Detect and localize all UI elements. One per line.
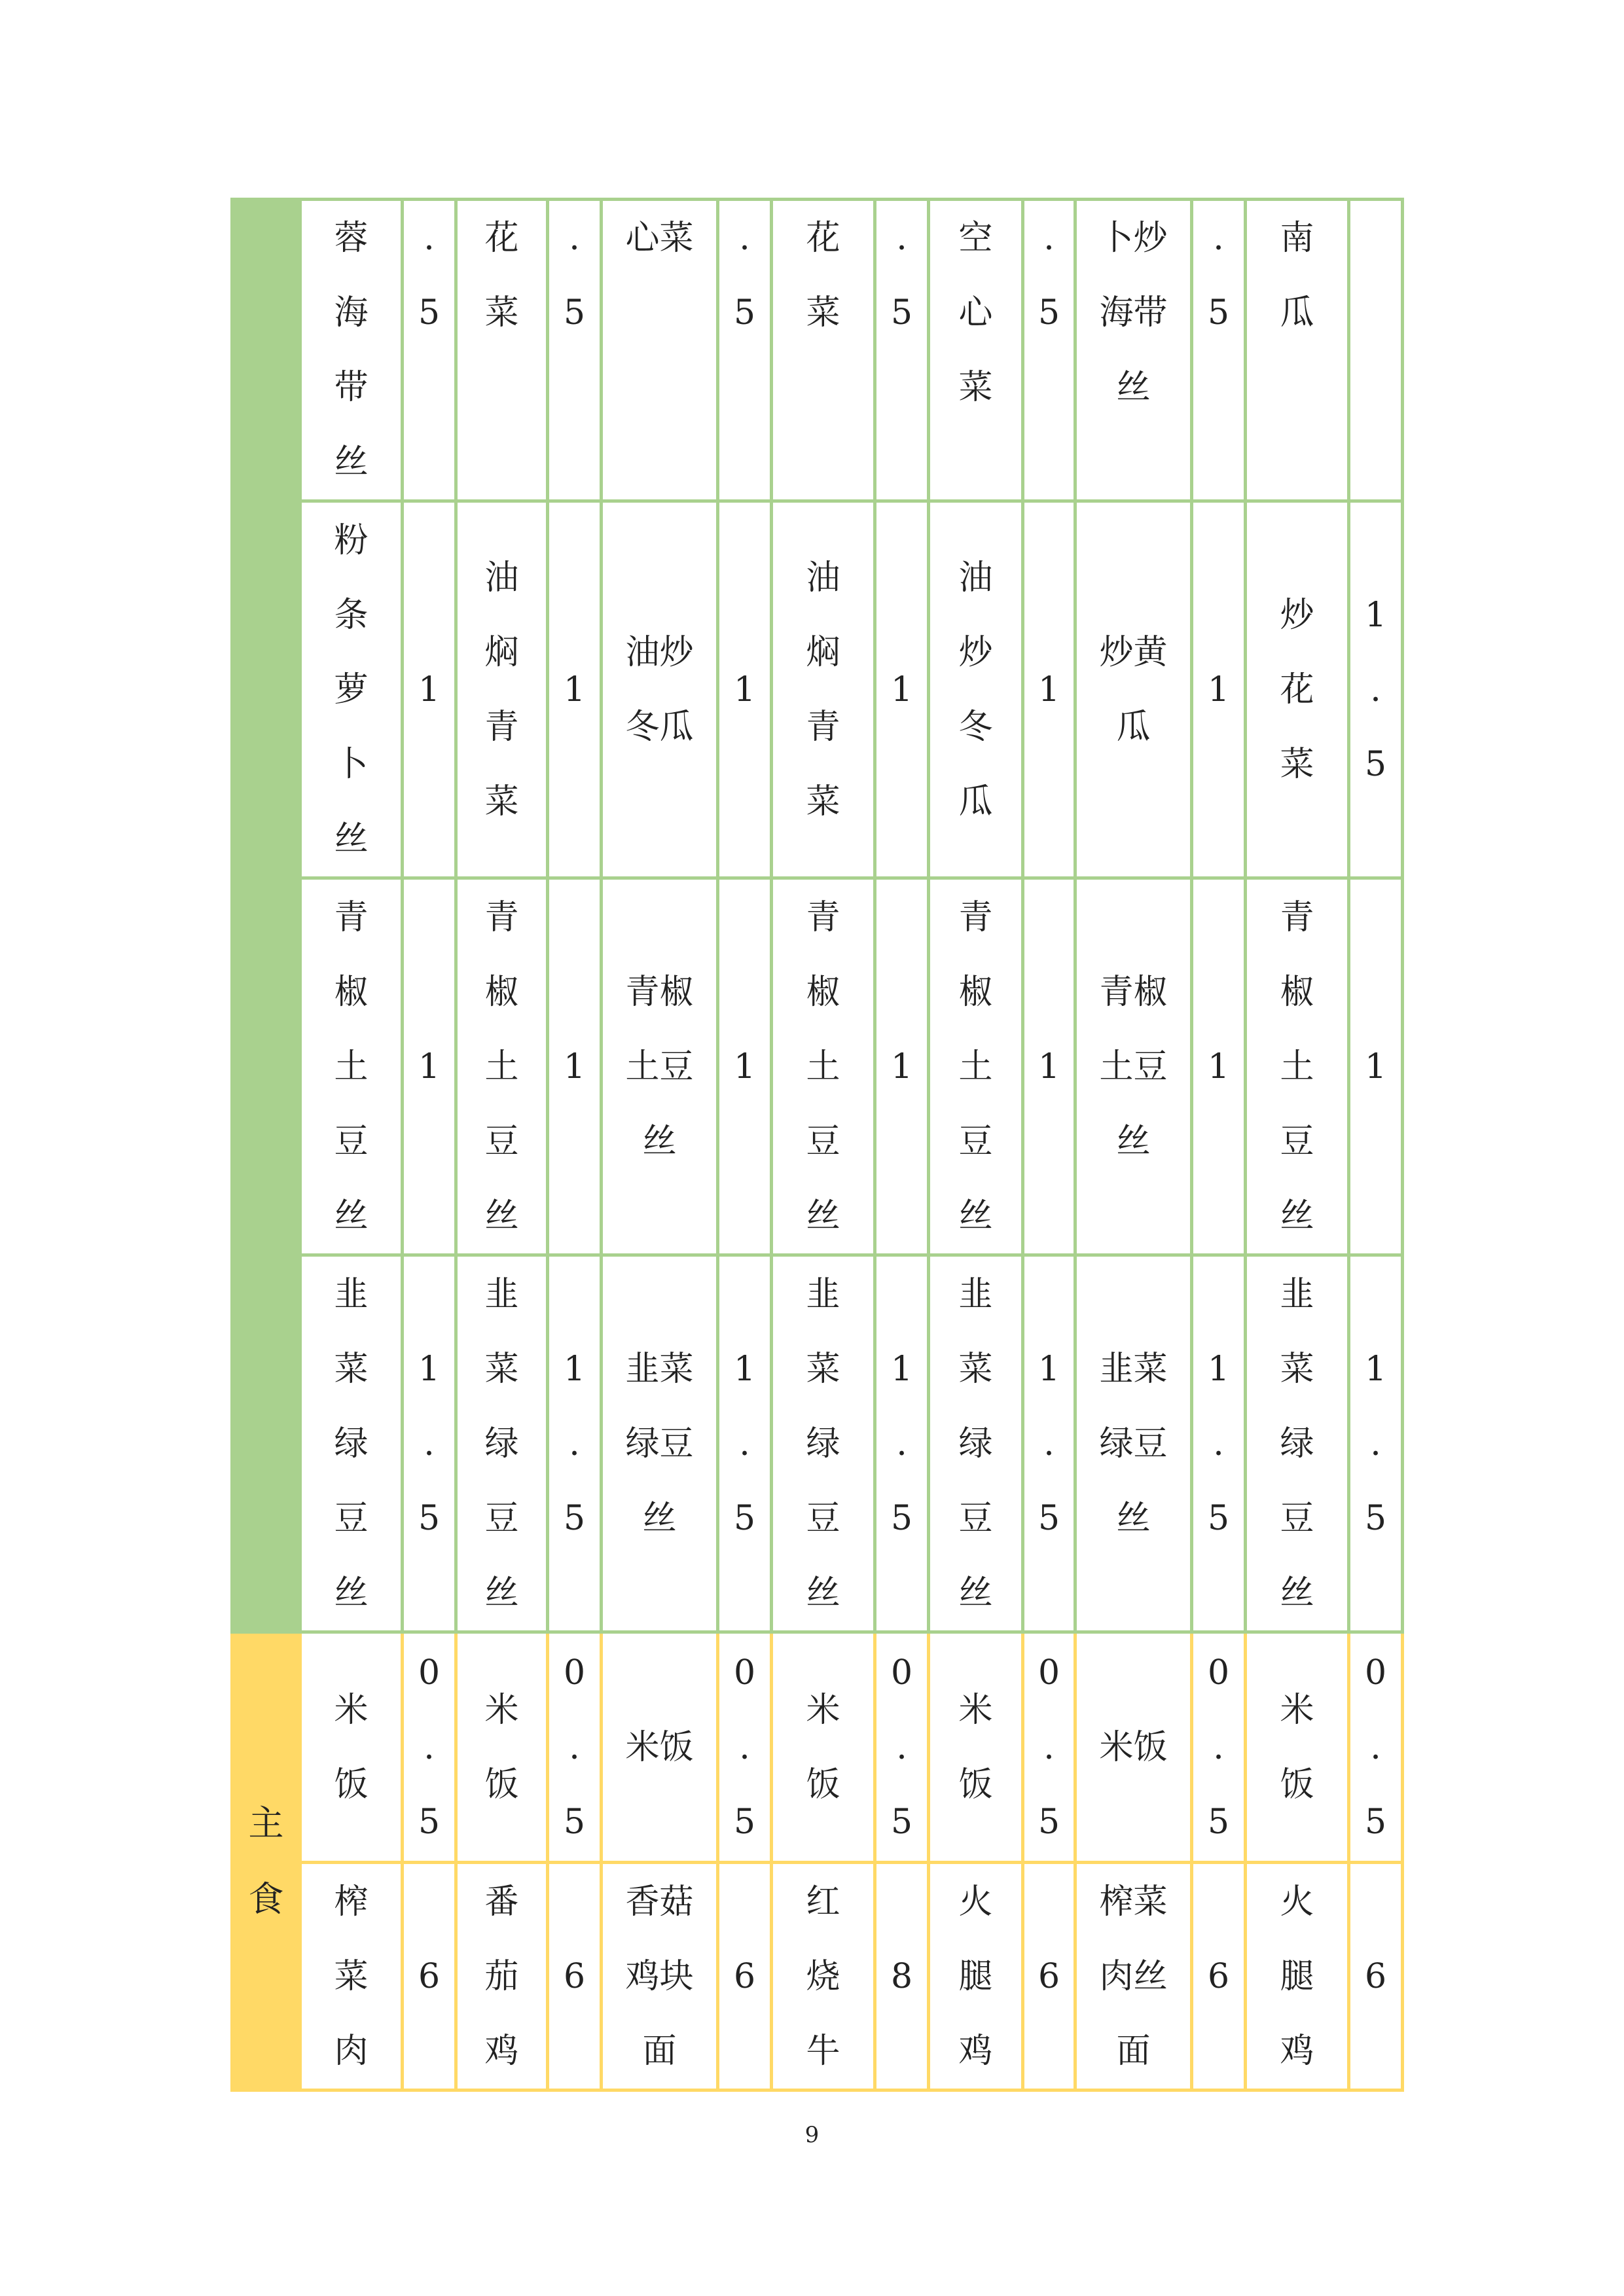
table-row	[232, 878, 1403, 1255]
quantity-text: 1 . 5	[733, 1349, 756, 1538]
dish-cell	[1246, 878, 1349, 1255]
dish-cell	[1075, 501, 1192, 878]
dish-cell	[602, 1255, 718, 1632]
quantity-cell	[1349, 1255, 1403, 1632]
dish-name: 青 椒 土 豆 丝	[806, 897, 840, 1236]
quantity-cell	[1023, 1255, 1075, 1632]
dish-cell	[929, 200, 1023, 501]
dish-name: 炒 花 菜	[1280, 595, 1314, 784]
quantity-text: 6	[418, 1956, 441, 1996]
quantity-text: 1 . 5	[1207, 1349, 1230, 1538]
dish-name: 蓉 海 带 丝	[334, 219, 369, 482]
dish-name: 粉 条 萝 卜 丝	[334, 520, 369, 859]
dish-name: 油炒 冬瓜	[625, 632, 694, 747]
quantity-cell	[1192, 200, 1246, 501]
quantity-text: 6	[1364, 1956, 1387, 1996]
quantity-text: . 5	[563, 219, 586, 332]
dish-cell	[1246, 1255, 1349, 1632]
quantity-cell	[1349, 1632, 1403, 1863]
quantity-text: 1 . 5	[418, 1349, 441, 1538]
quantity-cell	[403, 1863, 456, 2090]
quantity-text: 0 . 5	[563, 1653, 586, 1842]
dish-name: 火 腿 鸡	[1280, 1882, 1314, 2071]
quantity-text: 6	[1207, 1956, 1230, 1996]
quantity-text: 0 . 5	[1038, 1653, 1060, 1842]
dish-cell	[929, 1255, 1023, 1632]
quantity-cell	[1192, 878, 1246, 1255]
quantity-text: 1	[1207, 670, 1230, 709]
quantity-text: 1	[1207, 1047, 1230, 1086]
quantity-cell	[403, 200, 456, 501]
quantity-text: 6	[563, 1956, 586, 1996]
dish-cell	[1075, 1863, 1192, 2090]
dish-name: 米 饭	[334, 1690, 369, 1804]
dish-cell	[772, 1632, 875, 1863]
quantity-text: 1	[1364, 1047, 1387, 1086]
quantity-text: 1 . 5	[1364, 1349, 1387, 1538]
dish-name: 米 饭	[806, 1690, 840, 1804]
quantity-cell	[875, 200, 929, 501]
dish-cell	[1246, 1632, 1349, 1863]
quantity-text: 1 . 5	[1364, 595, 1387, 784]
dish-name: 南 瓜	[1280, 219, 1314, 332]
quantity-text: 6	[1038, 1956, 1060, 1996]
quantity-cell	[718, 200, 772, 501]
dish-cell	[456, 1863, 548, 2090]
dish-cell	[929, 878, 1023, 1255]
dish-name: 韭 菜 绿 豆 丝	[806, 1274, 840, 1613]
dish-cell	[1075, 1255, 1192, 1632]
quantity-cell	[548, 1255, 602, 1632]
dish-name: 花 菜	[806, 219, 840, 332]
quantity-cell	[548, 1863, 602, 2090]
quantity-text: 1 . 5	[890, 1349, 913, 1538]
dish-name: 青 椒 土 豆 丝	[1280, 897, 1314, 1236]
quantity-text: 1	[1038, 1047, 1060, 1086]
dish-cell	[300, 1255, 403, 1632]
dish-name: 榨 菜 肉	[334, 1882, 369, 2071]
quantity-text: 1	[890, 1047, 913, 1086]
quantity-text: 0 . 5	[418, 1653, 441, 1842]
dish-name: 韭 菜 绿 豆 丝	[334, 1274, 369, 1613]
dish-cell	[602, 878, 718, 1255]
dish-cell	[300, 1632, 403, 1863]
quantity-cell	[718, 1863, 772, 2090]
dish-cell	[300, 1863, 403, 2090]
dish-cell	[772, 878, 875, 1255]
quantity-cell	[403, 501, 456, 878]
quantity-cell	[548, 501, 602, 878]
quantity-cell	[875, 1863, 929, 2090]
quantity-cell	[1192, 1863, 1246, 2090]
dish-cell	[929, 1863, 1023, 2090]
dish-name: 米饭	[625, 1727, 694, 1767]
dish-cell	[300, 200, 403, 501]
quantity-text: 1 . 5	[563, 1349, 586, 1538]
dish-cell	[1075, 878, 1192, 1255]
dish-cell	[1075, 1632, 1192, 1863]
dish-name: 炒黄 瓜	[1099, 632, 1168, 747]
dish-cell	[602, 1863, 718, 2090]
dish-name: 花 菜	[484, 219, 519, 332]
dish-name: 韭 菜 绿 豆 丝	[484, 1274, 519, 1613]
dish-name: 米 饭	[1280, 1690, 1314, 1804]
table-row	[232, 501, 1403, 878]
dish-name: 心菜	[625, 219, 694, 258]
dish-cell	[602, 200, 718, 501]
quantity-cell	[1023, 878, 1075, 1255]
quantity-cell	[718, 1632, 772, 1863]
quantity-text: . 5	[418, 219, 441, 332]
dish-cell	[456, 1255, 548, 1632]
dish-cell	[1246, 501, 1349, 878]
page-number: 9	[804, 2122, 820, 2148]
dish-cell	[929, 1632, 1023, 1863]
quantity-cell	[1192, 1632, 1246, 1863]
quantity-cell	[548, 878, 602, 1255]
quantity-cell	[1023, 501, 1075, 878]
quantity-text: . 5	[1038, 219, 1060, 332]
dish-cell	[456, 200, 548, 501]
dish-cell	[1075, 200, 1192, 501]
quantity-text: 8	[890, 1956, 913, 1996]
quantity-cell	[403, 1255, 456, 1632]
quantity-cell	[1023, 200, 1075, 501]
quantity-text: . 5	[890, 219, 913, 332]
dish-cell	[456, 1632, 548, 1863]
quantity-cell	[718, 1255, 772, 1632]
dish-cell	[1246, 1863, 1349, 2090]
quantity-text: 6	[733, 1956, 756, 1996]
quantity-text: 1 . 5	[1038, 1349, 1060, 1538]
quantity-cell	[875, 878, 929, 1255]
quantity-cell	[1192, 501, 1246, 878]
dish-name: 油 焖 青 菜	[484, 558, 519, 821]
dish-name: 米 饭	[484, 1690, 519, 1804]
dish-cell	[300, 878, 403, 1255]
quantity-text: 0 . 5	[1364, 1653, 1387, 1842]
quantity-text: 1	[890, 670, 913, 709]
dish-name: 青 椒 土 豆 丝	[958, 897, 993, 1236]
quantity-text: 1	[733, 1047, 756, 1086]
table-row	[232, 200, 1403, 501]
dish-name: 油 炒 冬 瓜	[958, 558, 993, 821]
quantity-cell	[718, 878, 772, 1255]
quantity-cell	[1349, 501, 1403, 878]
dish-name: 青 椒 土 豆 丝	[334, 897, 369, 1236]
category-cell-staple	[232, 1632, 300, 2090]
dish-name: 青椒 土豆 丝	[1099, 972, 1168, 1161]
dish-name: 青椒 土豆 丝	[625, 972, 694, 1161]
dish-cell	[929, 501, 1023, 878]
quantity-text: 0 . 5	[890, 1653, 913, 1842]
quantity-cell	[875, 1255, 929, 1632]
dish-name: 油 焖 青 菜	[806, 558, 840, 821]
category-label: 主 食	[248, 1802, 284, 1920]
dish-cell	[300, 501, 403, 878]
quantity-text: 1	[1038, 670, 1060, 709]
quantity-text: 1	[418, 1047, 441, 1086]
dish-name: 韭菜 绿豆 丝	[1099, 1349, 1168, 1538]
dish-name: 红 烧 牛	[806, 1882, 840, 2071]
quantity-cell	[875, 501, 929, 878]
category-cell-vegetable	[232, 200, 300, 1632]
quantity-text: . 5	[733, 219, 756, 332]
dish-cell	[772, 200, 875, 501]
dish-name: 韭 菜 绿 豆 丝	[958, 1274, 993, 1613]
dish-name: 韭 菜 绿 豆 丝	[1280, 1274, 1314, 1613]
table-row	[232, 1255, 1403, 1632]
menu-table	[230, 198, 1404, 2092]
dish-cell	[772, 1863, 875, 2090]
quantity-cell	[548, 200, 602, 501]
quantity-cell	[1023, 1863, 1075, 2090]
quantity-cell	[1349, 200, 1403, 501]
quantity-text: 1	[733, 670, 756, 709]
dish-name: 火 腿 鸡	[958, 1882, 993, 2071]
quantity-cell	[875, 1632, 929, 1863]
dish-name: 青 椒 土 豆 丝	[484, 897, 519, 1236]
dish-name: 米饭	[1099, 1727, 1168, 1767]
dish-name: 米 饭	[958, 1690, 993, 1804]
table-row	[232, 1863, 1403, 2090]
dish-cell	[772, 501, 875, 878]
dish-name: 韭菜 绿豆 丝	[625, 1349, 694, 1538]
dish-cell	[772, 1255, 875, 1632]
dish-name: 香菇 鸡块 面	[625, 1882, 694, 2071]
table-row	[232, 1632, 1403, 1863]
quantity-cell	[1349, 878, 1403, 1255]
quantity-cell	[548, 1632, 602, 1863]
dish-cell	[602, 1632, 718, 1863]
dish-name: 番 茄 鸡	[484, 1882, 519, 2071]
quantity-cell	[718, 501, 772, 878]
dish-cell	[1246, 200, 1349, 501]
dish-name: 空 心 菜	[958, 219, 993, 407]
quantity-cell	[403, 878, 456, 1255]
quantity-cell	[403, 1632, 456, 1863]
quantity-text: 0 . 5	[733, 1653, 756, 1842]
dish-cell	[602, 501, 718, 878]
dish-name: 卜炒 海带 丝	[1099, 219, 1168, 407]
quantity-text: 1	[563, 670, 586, 709]
quantity-text: 0 . 5	[1207, 1653, 1230, 1842]
dish-cell	[456, 501, 548, 878]
dish-name: 榨菜 肉丝 面	[1099, 1882, 1168, 2071]
quantity-cell	[1192, 1255, 1246, 1632]
dish-cell	[456, 878, 548, 1255]
quantity-text: . 5	[1207, 219, 1230, 332]
quantity-text: 1	[563, 1047, 586, 1086]
quantity-text: 1	[418, 670, 441, 709]
quantity-cell	[1023, 1632, 1075, 1863]
quantity-cell	[1349, 1863, 1403, 2090]
